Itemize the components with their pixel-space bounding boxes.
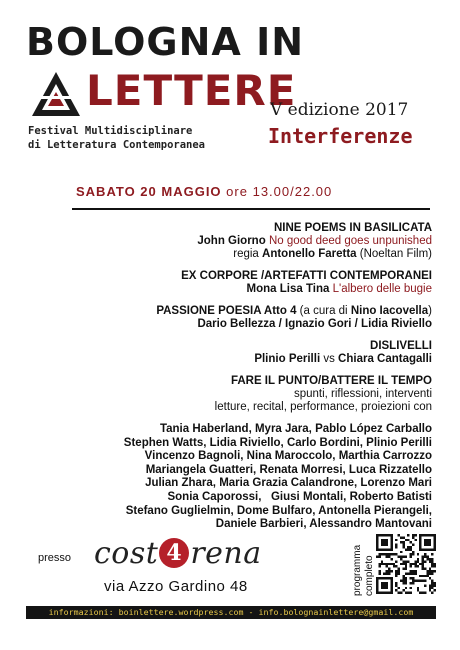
event-time: 13.00/22.00 [252, 184, 333, 199]
venue-logo [94, 536, 262, 571]
program-item-title: PASSIONE POESIA Atto 4 [156, 305, 297, 317]
program-description: spunti, riflessioni, interventi [293, 388, 432, 400]
program-item-title: FARE IL PUNTO/BATTERE IL TEMPO [230, 375, 432, 387]
subtitle-line2: di Letteratura Contemporanea [28, 139, 206, 151]
names-line: Stefano Guglielmin, Dome Bulfaro, Antonella Pierangeli, [125, 504, 432, 517]
regia-suffix: (Noeltan Film) [359, 248, 432, 260]
cura-name: Nino Iacovella [350, 305, 429, 317]
triangle-logo-icon [30, 70, 82, 118]
names-line: Vincenzo Bagnoli, Nina Maroccolo, Marthia Carrozzo [144, 450, 432, 463]
names-line: Mariangela Guatteri, Renata Morresi, Luca Rizzatello [145, 463, 432, 476]
presso-label: presso [38, 552, 72, 564]
event-date [76, 184, 332, 199]
program-description: letture, recital, performance, proiezioni con [214, 401, 432, 413]
venue-address: via Azzo Gardino 48 [104, 578, 248, 595]
names-line: Sonia Caporossi, Giusi Montali, Roberto Batisti [167, 490, 432, 503]
program-item-title: EX CORPORE /ARTEFATTI CONTEMPORANEI [181, 270, 432, 282]
program-work: L'albero delle bugie [332, 283, 432, 295]
event-day: SABATO 20 MAGGIO [76, 184, 222, 199]
theme-title: Interferenze [268, 124, 413, 148]
venue-name-part2: rena [190, 536, 262, 571]
versus-label: vs [323, 353, 335, 365]
qr-caption [344, 538, 380, 598]
names-line: Stephen Watts, Lidia Riviello, Carlo Bordini, Plinio Perilli [123, 436, 432, 449]
names-line: Tania Haberland, Myra Jara, Pablo López Carballo [159, 423, 432, 435]
names-line: Daniele Barbieri, Alessandro Mantovani [215, 518, 432, 531]
regia-prefix: regia [233, 248, 259, 260]
qr-code-icon[interactable] [376, 534, 436, 594]
program-item-title: DISLIVELLI [370, 340, 432, 352]
participant-names [52, 423, 432, 532]
names-line: Julian Zhara, Maria Grazia Calandrone, Lorenzo Mari [145, 477, 432, 490]
festival-title-line2: LETTERE [86, 66, 297, 115]
qr-caption-line2: completo [364, 555, 375, 596]
subtitle-line1: Festival Multidisciplinare [28, 125, 193, 137]
program-author: Mona Lisa Tina [246, 283, 330, 295]
festival-title-line1: BOLOGNA IN [26, 20, 305, 64]
program-list [52, 222, 432, 532]
venue-name-number: 4 [159, 538, 189, 568]
venue-name-part1: cost [94, 536, 159, 571]
event-ore: ore [226, 184, 248, 199]
program-author: Chiara Cantagalli [338, 353, 432, 365]
program-author: Plinio Perilli [254, 353, 321, 365]
regia-name: Antonello Faretta [262, 248, 357, 260]
program-authors: Dario Bellezza / Ignazio Gori / Lidia Riviello [197, 318, 432, 330]
festival-subtitle [28, 124, 205, 152]
divider-rule [72, 208, 430, 210]
edition-label: V edizione 2017 [270, 100, 409, 120]
program-item-title: NINE POEMS IN BASILICATA [273, 222, 432, 234]
program-work: No good deed goes unpunished [268, 235, 432, 247]
cura-suffix: ) [428, 305, 432, 317]
info-bar: informazioni: boinlettere.wordpress.com - info.bolognainlettere@gmail.com [26, 606, 436, 619]
program-item-passione-poesia [52, 305, 432, 331]
program-author: John Giorno [197, 235, 266, 247]
qr-caption-line1: programma [352, 544, 363, 596]
program-item-nine-poems [52, 222, 432, 261]
cura-prefix: (a cura di [299, 305, 348, 317]
program-item-dislivelli [52, 340, 432, 366]
program-item-fare-il-punto [52, 375, 432, 414]
program-item-ex-corpore [52, 270, 432, 296]
